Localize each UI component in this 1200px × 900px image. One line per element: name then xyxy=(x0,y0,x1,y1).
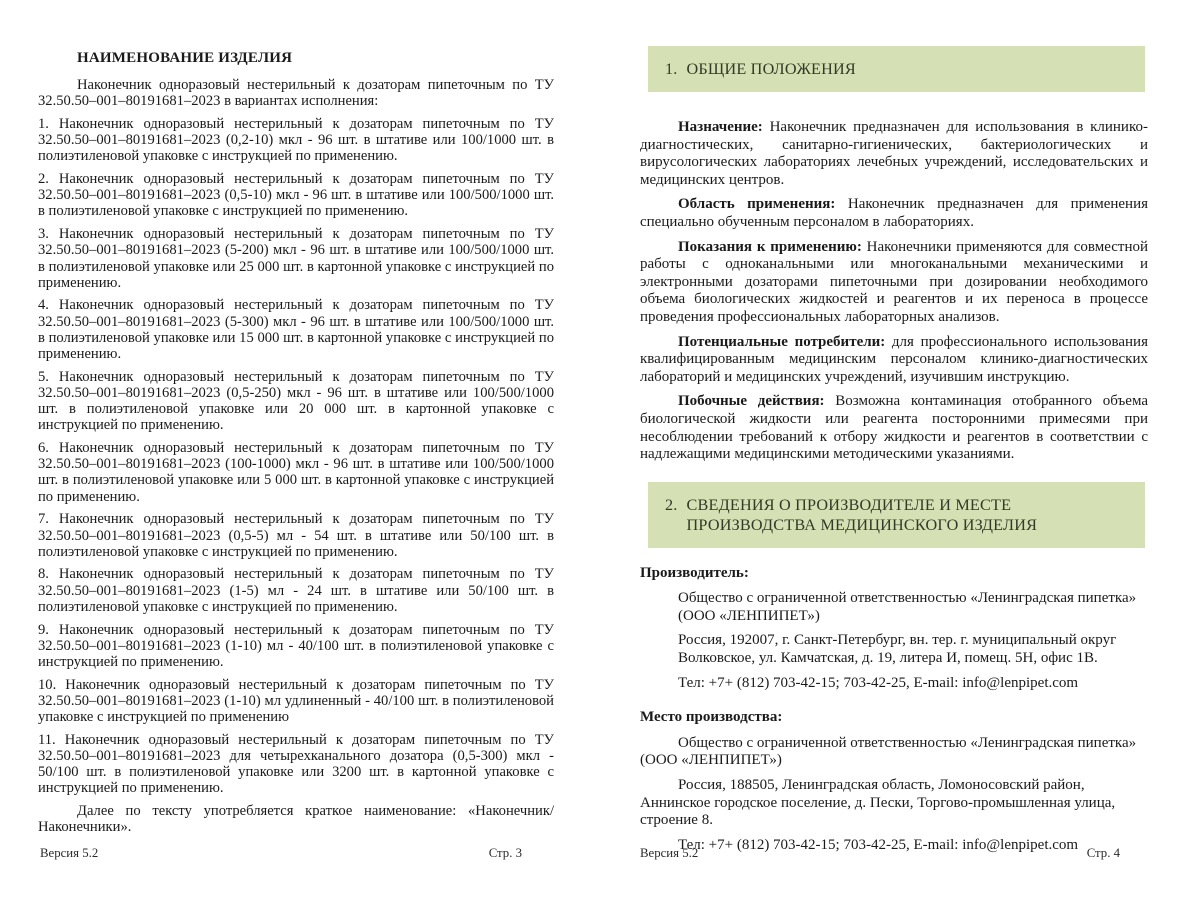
production-site-details xyxy=(640,735,1148,855)
production-site-company: Общество с ограниченной ответственностью «Ленинградская пипетка» xyxy=(678,734,1137,751)
list-item-6: 6. Наконечник одноразовый нестерильный к дозаторам пипеточным по ТУ 32.50.50–001–80191681–2023 (100-1000) мкл - 96 шт. в штативе или 100/500/1000 шт. в полиэтиленовой упаковке или 5 000 шт. в картонной упаковке с инструкцией по применению. xyxy=(38,440,554,505)
manufacturer-company-short: (ООО «ЛЕНПИПЕТ») xyxy=(678,607,820,624)
section-heading-manufacturer xyxy=(648,482,1145,548)
list-item-1: 1. Наконечник одноразовый нестерильный к дозаторам пипеточным по ТУ 32.50.50–001–80191681–2023 (0,2-10) мкл - 96 шт. в штативе или 100/1000 шт. в полиэтиленовой упаковке с инструкцией по применению. xyxy=(38,115,554,165)
list-item-8: 8. Наконечник одноразовый нестерильный к дозаторам пипеточным по ТУ 32.50.50–001–80191681–2023 (1-5) мл - 24 шт. в штативе или 50/100 шт. в полиэтиленовой упаковке с инструкцией по применению. xyxy=(38,566,554,615)
production-site-address: Россия, 188505, Ленинградская область, Ломоносовский район, Аннинское городское поселение, д. Пески, Торгово-промышленная улица, строение 8. xyxy=(640,777,1116,829)
production-site-label: Место производства: xyxy=(640,709,783,726)
list-item-9: 9. Наконечник одноразовый нестерильный к дозаторам пипеточным по ТУ 32.50.50–001–80191681–2023 (1-10) мл - 40/100 шт. в полиэтиленовой упаковке с инструкцией по применению. xyxy=(38,621,554,670)
manufacturer-address: Россия, 192007, г. Санкт-Петербург, вн. тер. г. муниципальный округ Волковское, ул. Камчатская, д. 19, литера И, помещ. 5Н, офис 1В. xyxy=(678,632,1117,667)
list-item-4: 4. Наконечник одноразовый нестерильный к дозаторам пипеточным по ТУ 32.50.50–001–80191681–2023 (5-300) мкл - 96 шт. в штативе или 100/500/1000 шт. в полиэтиленовой упаковке или 15 000 шт. в картонной упаковке с инструкцией по применению. xyxy=(38,297,554,363)
page-4 xyxy=(640,0,1148,900)
paragraph-label: Побочные действия: xyxy=(678,393,825,410)
paragraph-purpose xyxy=(640,119,1148,189)
list-item-3: 3. Наконечник одноразовый нестерильный к дозаторам пипеточным по ТУ 32.50.50–001–80191681–2023 (5-200) мкл - 96 шт. в штативе или 100/500/1000 шт. в полиэтиленовой упаковке или 25 000 шт. в картонной упаковке с инструкцией по применению. xyxy=(38,226,554,291)
page-number: Стр. 4 xyxy=(1086,846,1120,860)
paragraph-label: Потенциальные потребители: xyxy=(678,333,886,350)
list-item-2: 2. Наконечник одноразовый нестерильный к дозаторам пипеточным по ТУ 32.50.50–001–80191681–2023 (0,5-10) мкл - 96 шт. в штативе или 100/500/1000 шт. в полиэтиленовой упаковке с инструкцией по применению. xyxy=(38,171,554,220)
paragraph-text: Возможна контаминация отобранного объема биологической жидкости или реагента посторонними примесями при несоблюдении требований к отбору жидкости и реагентов в соответствии с надлежащими медицинскими методическими указаниями. xyxy=(640,393,1148,463)
production-site-company-short: (ООО «ЛЕНПИПЕТ») xyxy=(640,752,782,769)
manufacturer-label: Производитель: xyxy=(640,564,749,581)
manufacturer-company: Общество с ограниченной ответственностью «Ленинградская пипетка» xyxy=(678,590,1137,607)
version-label: Версия 5.2 xyxy=(40,846,99,860)
paragraph-label: Назначение: xyxy=(678,119,763,135)
paragraph-text: для профессионального использования квалифицированным медицинским персоналом клинико-диагностических лабораторий и медицинских учреждений, изучившим инструкцию. xyxy=(640,333,1148,385)
list-item-7: 7. Наконечник одноразовый нестерильный к дозаторам пипеточным по ТУ 32.50.50–001–80191681–2023 (0,5-5) мл - 54 шт. в штативе или 50/100 шт. в полиэтиленовой упаковке с инструкцией по применению. xyxy=(38,511,554,560)
list-item-10: 10. Наконечник одноразовый нестерильный к дозаторам пипеточным по ТУ 32.50.50–001–80191681–2023 (1-10) мл удлиненный - 40/100 шт. в полиэтиленовой упаковке с инструкцией по применению xyxy=(38,676,554,726)
list-item-5: 5. Наконечник одноразовый нестерильный к дозаторам пипеточным по ТУ 32.50.50–001–80191681–2023 (0,5-250) мкл - 96 шт. в штативе или 100/500/1000 шт. в полиэтиленовой упаковке или 20 000 шт. в картонной упаковке с инструкцией по применению. xyxy=(38,368,554,434)
manufacturer-details xyxy=(640,590,1148,692)
section-number: 2. xyxy=(665,495,678,514)
page-footer xyxy=(40,846,522,861)
section-heading-general xyxy=(648,46,1145,92)
paragraph-text: Наконечник предназначен для применения специально обученным персоналом в лабораториях. xyxy=(640,196,1148,230)
page-footer xyxy=(640,846,1120,861)
closing-note: Далее по тексту употребляется краткое наименование: «Наконечник/Наконечники». xyxy=(38,803,554,836)
paragraph-side-effects xyxy=(640,393,1148,463)
page-title: НАИМЕНОВАНИЕ ИЗДЕЛИЯ xyxy=(77,50,293,66)
version-label: Версия 5.2 xyxy=(640,846,699,860)
paragraph-label: Показания к применению: xyxy=(678,238,862,255)
section-title: ОБЩИЕ ПОЛОЖЕНИЯ xyxy=(686,60,856,78)
paragraph-potential-consumers xyxy=(640,334,1148,387)
list-item-11: 11. Наконечник одноразовый нестерильный к дозаторам пипеточным по ТУ 32.50.50–001–80191681–2023 для четырехканального дозатора (0,5-300) мкл - 50/100 шт. в полиэтиленовой упаковке или 3200 шт. в картонной упаковке с инструкцией по применению. xyxy=(38,731,554,797)
production-site-phone-email: Тел: +7+ (812) 703-42-15; 703-42-25, E-mail: info@lenpipet.com xyxy=(678,836,1079,853)
section-number: 1. xyxy=(665,60,678,78)
page-3 xyxy=(38,0,554,900)
paragraph-text: Наконечники применяются для совместной работы с одноканальными или многоканальными механическими и электронными дозаторами пипеточными при дозировании необходимого объема биологических жидкостей и реагентов и их переноса в процессе проведения профессиональных лабораторных анализов. xyxy=(640,238,1148,325)
intro-paragraph: Наконечник одноразовый нестерильный к дозаторам пипеточным по ТУ 32.50.50–001–80191681–2023 в вариантах исполнения: xyxy=(38,77,554,110)
page-number: Стр. 3 xyxy=(488,846,522,860)
paragraph-text: Наконечник предназначен для использования в клинико-диагностических, санитарно-гигиенических, бактериологических и вирусологических лабораториях лечебных учреждений, исследовательских и медицинских центров. xyxy=(640,119,1148,188)
paragraph-label: Область применения: xyxy=(678,196,836,213)
manufacturer-phone-email: Тел: +7+ (812) 703-42-15; 703-42-25, E-mail: info@lenpipet.com xyxy=(678,674,1079,691)
paragraph-indications xyxy=(640,239,1148,327)
paragraph-application-area xyxy=(640,196,1148,231)
section-title: СВЕДЕНИЯ О ПРОИЗВОДИТЕЛЕ И МЕСТЕ ПРОИЗВОДСТВА МЕДИЦИНСКОГО ИЗДЕЛИЯ xyxy=(686,495,1038,534)
